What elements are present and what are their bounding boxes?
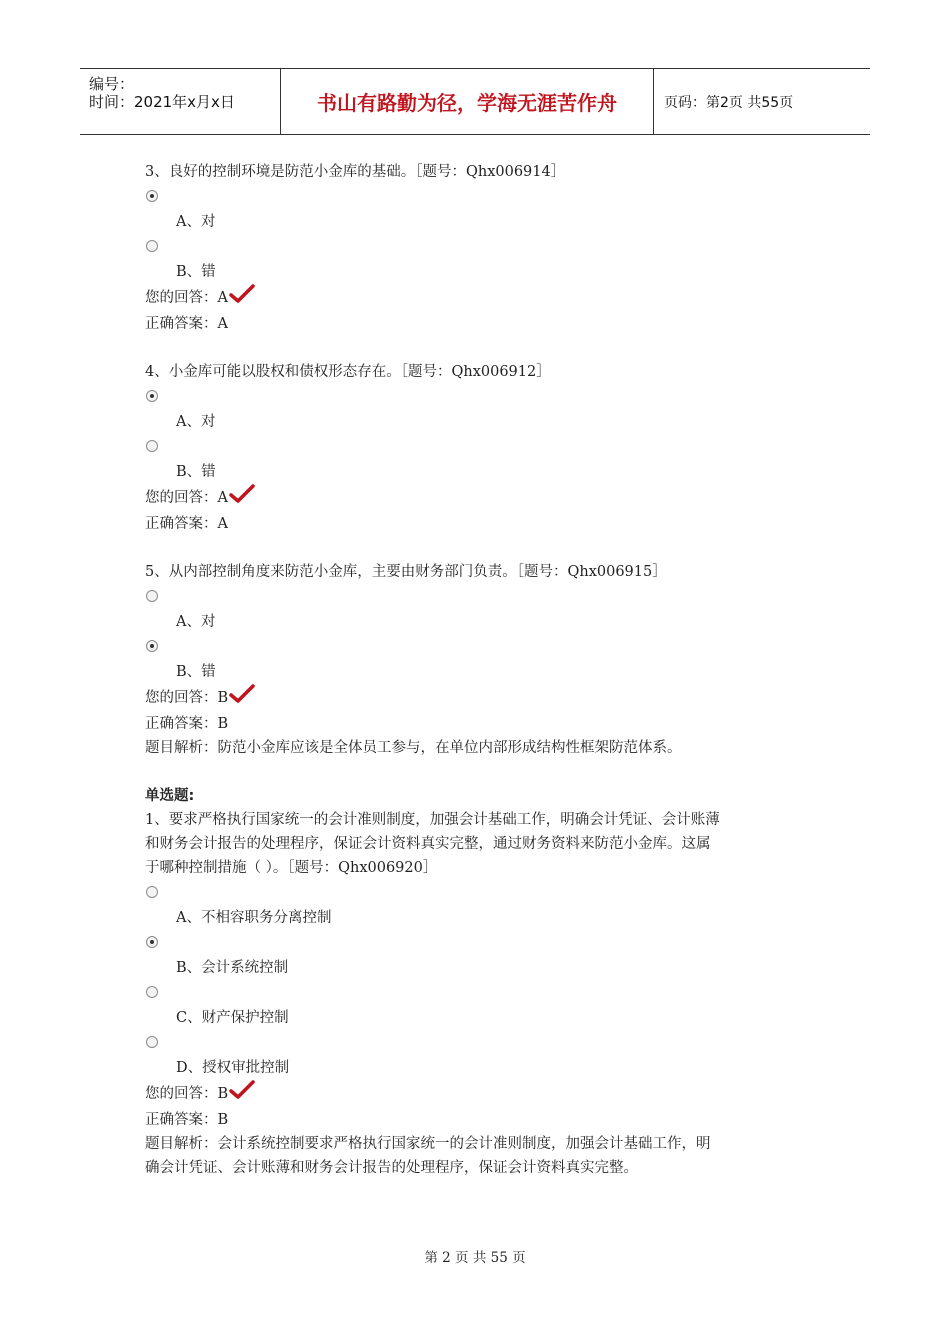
quiz-content [145,160,825,1204]
radio-button-icon[interactable] [146,190,158,202]
analysis-line: 题目解析：会计系统控制要求严格执行国家统一的会计准则制度，加强会计基础工作，明 [145,1136,711,1152]
correct-answer: 正确答案：A [145,516,228,532]
your-answer [145,684,825,712]
your-answer-text: 您的回答：B [145,690,229,706]
answer-option[interactable] [145,184,825,234]
question-block [145,160,825,336]
your-answer-text: 您的回答：A [145,290,228,306]
correct-answer: 正确答案：B [145,1112,229,1128]
number-label: 编号： [89,75,135,93]
radio-button-icon[interactable] [146,1036,158,1048]
option-label: B、会计系统控制 [176,960,289,976]
check-mark-icon [229,1080,255,1108]
answer-option[interactable] [145,1030,825,1080]
option-label: B、错 [176,664,216,680]
answer-option[interactable] [145,584,825,634]
radio-button-icon[interactable] [146,886,158,898]
option-label: A、不相容职务分离控制 [176,910,332,926]
option-label: A、对 [176,614,216,630]
answer-option[interactable] [145,234,825,284]
answer-option[interactable] [145,434,825,484]
your-answer-text: 您的回答：A [145,490,228,506]
option-label: B、错 [176,264,216,280]
answer-option[interactable] [145,880,825,930]
radio-button-icon[interactable] [146,440,158,452]
radio-button-icon[interactable] [146,936,158,948]
your-answer [145,1080,825,1108]
radio-button-icon[interactable] [146,390,158,402]
correct-answer: 正确答案：B [145,716,229,732]
page-footer: 第 2 页 共 55 页 [424,1250,526,1266]
radio-button-icon[interactable] [146,590,158,602]
page-header [80,68,870,135]
question-block [145,560,825,760]
header-info-cell [80,69,281,134]
answer-option[interactable] [145,980,825,1030]
option-label: B、错 [176,464,216,480]
answer-option[interactable] [145,384,825,434]
time-label: 时间：2021年x月x日 [89,93,235,111]
analysis-line: 确会计凭证、会计账薄和财务会计报告的处理程序，保证会计资料真实完整。 [145,1160,638,1176]
single-choice-block [145,784,825,1180]
header-page-label: 页码：第2页 共55页 [664,94,794,111]
section-title: 单选题: [145,788,195,804]
check-mark-icon [229,284,255,312]
your-answer [145,484,825,512]
radio-button-icon[interactable] [146,986,158,998]
option-label: D、授权审批控制 [176,1060,290,1076]
question-text-line: 1、要求严格执行国家统一的会计准则制度，加强会计基础工作，明确会计凭证、会计账薄 [145,812,720,828]
header-motto: 书山有路勤为径，学海无涯苦作舟 [281,69,654,134]
option-label: A、对 [176,214,216,230]
option-label: A、对 [176,414,216,430]
correct-answer: 正确答案：A [145,316,228,332]
analysis-text: 题目解析：防范小金库应该是全体员工参与，在单位内部形成结构性框架防范体系。 [145,740,682,756]
radio-button-icon[interactable] [146,640,158,652]
answer-option[interactable] [145,930,825,980]
option-label: C、财产保护控制 [176,1010,289,1026]
question-block [145,360,825,536]
radio-button-icon[interactable] [146,240,158,252]
your-answer-text: 您的回答：B [145,1086,229,1102]
question-text: 3、良好的控制环境是防范小金库的基础。［题号：Qhx006914］ [145,164,566,180]
question-text-line: 于哪种控制措施（ ）。［题号：Qhx006920］ [145,860,438,876]
answer-option[interactable] [145,634,825,684]
question-text: 4、小金库可能以股权和债权形态存在。［题号：Qhx006912］ [145,364,551,380]
question-text: 5、从内部控制角度来防范小金库，主要由财务部门负责。［题号：Qhx006915］ [145,564,667,580]
check-mark-icon [229,484,255,512]
question-text-line: 和财务会计报告的处理程序，保证会计资料真实完整，通过财务资料来防范小金库。这属 [145,836,711,852]
your-answer [145,284,825,312]
check-mark-icon [229,684,255,712]
